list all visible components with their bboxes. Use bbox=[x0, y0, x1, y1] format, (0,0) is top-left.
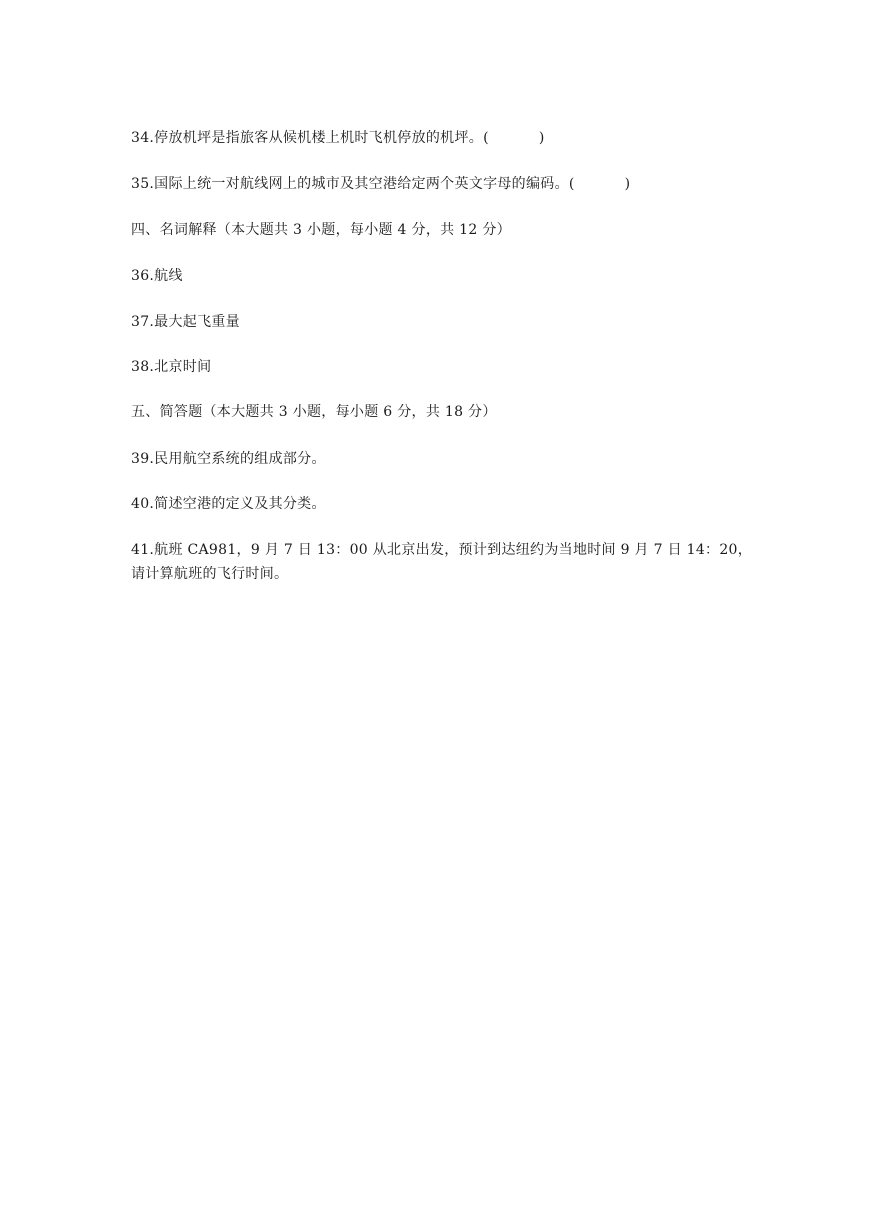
question-38: 38.北京时间 bbox=[131, 359, 212, 375]
question-35-text: 35.国际上统一对航线网上的城市及其空港给定两个英文字母的编码。( bbox=[131, 176, 575, 192]
section-heading-5: 五、简答题（本大题共 3 小题，每小题 6 分，共 18 分） bbox=[131, 404, 497, 420]
question-41-line-1: 41.航班 CA981，9 月 7 日 13：00 从北京出发，预计到达纽约为当地时间 9 月 7 日 14：20， bbox=[131, 542, 753, 558]
question-34 bbox=[131, 128, 545, 148]
question-34-close: ) bbox=[538, 130, 545, 146]
question-34-text: 34.停放机坪是指旅客从候机楼上机时飞机停放的机坪。( bbox=[131, 130, 489, 146]
question-36: 36.航线 bbox=[131, 268, 183, 284]
section-heading-4: 四、名词解释（本大题共 3 小题，每小题 4 分，共 12 分） bbox=[131, 222, 511, 238]
question-35-close: ) bbox=[624, 176, 631, 192]
question-35 bbox=[131, 174, 630, 194]
question-41-line-2: 请计算航班的飞行时间。 bbox=[131, 566, 289, 582]
question-37: 37.最大起飞重量 bbox=[131, 314, 240, 330]
question-39: 39.民用航空系统的组成部分。 bbox=[131, 451, 326, 467]
question-40: 40.简述空港的定义及其分类。 bbox=[131, 496, 326, 512]
